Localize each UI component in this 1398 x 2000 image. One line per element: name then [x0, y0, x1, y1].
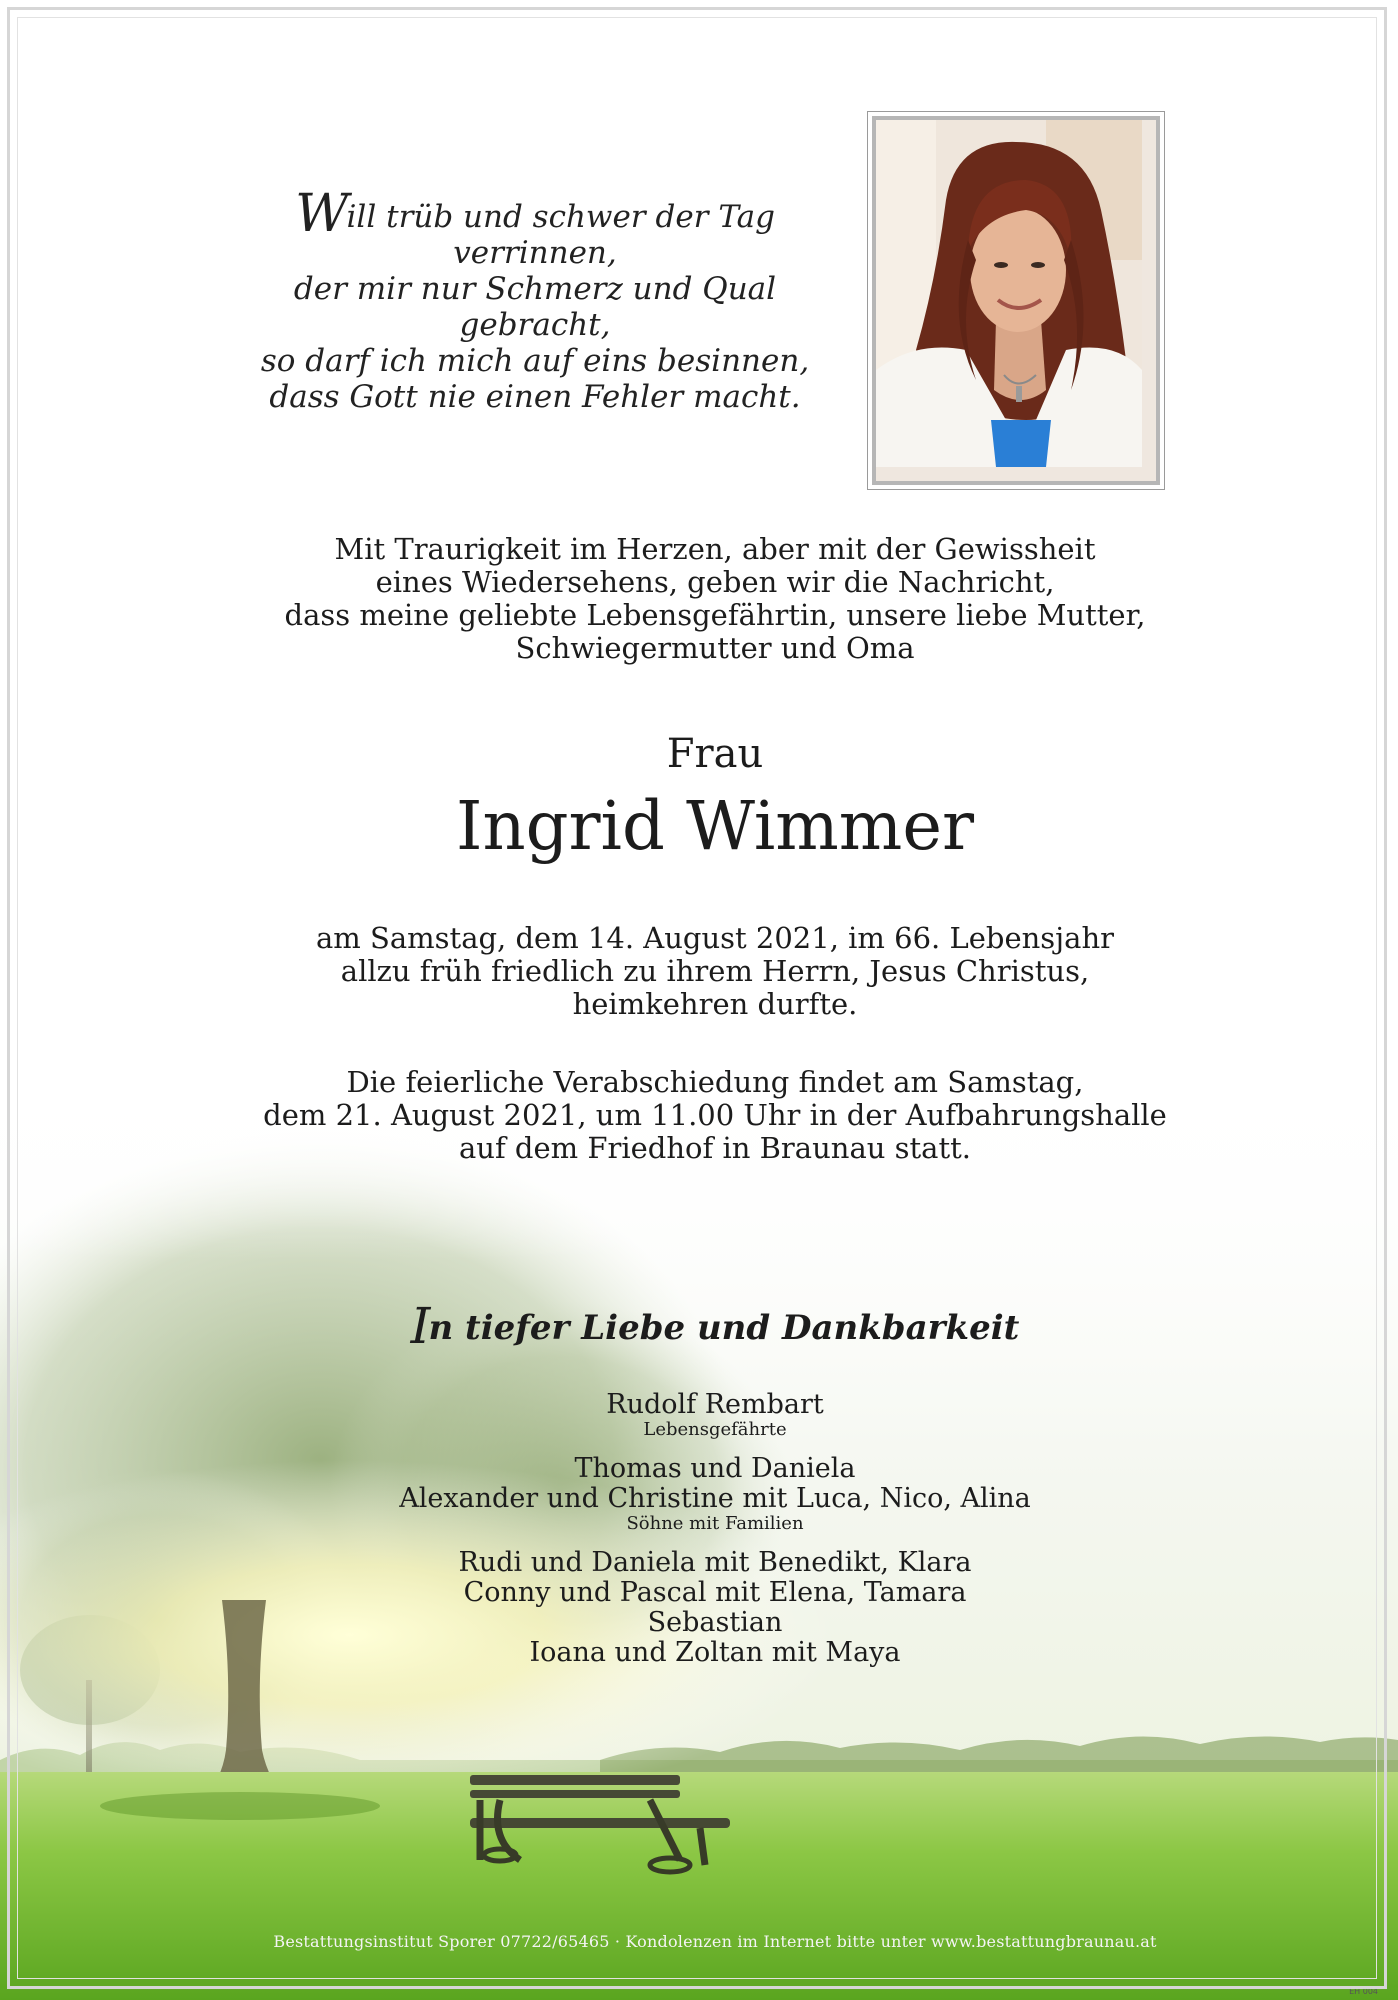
poem-line-2: der mir nur Schmerz und Qual gebracht,: [293, 271, 777, 343]
sons-line-1: Thomas und Daniela: [574, 1453, 856, 1484]
portrait-frame: [867, 111, 1165, 490]
death-notice: [200, 922, 1230, 1021]
template-code: EH 004: [1349, 1987, 1378, 1996]
footer-text: Bestattungsinstitut Sporer 07722/65465 · Kondolenzen im Internet bitte unter www.bestattungbraunau.at: [273, 1932, 1157, 1951]
portrait-photo: [876, 120, 1156, 481]
others-line-1: Rudi und Daniela mit Benedikt, Klara: [458, 1547, 972, 1578]
poem-line-1: ill trüb und schwer der Tag verrinnen,: [346, 199, 775, 271]
death-line-3: heimkehren durfte.: [572, 987, 858, 1021]
gratitude-heading: [0, 1297, 1398, 1355]
intro-line-1: Mit Traurigkeit im Herzen, aber mit der Gewissheit: [334, 532, 1096, 566]
partner-role: Lebensgefährte: [643, 1419, 787, 1440]
poem-initial: W: [295, 184, 345, 244]
gratitude-text: n tiefer Liebe und Dankbarkeit: [428, 1308, 1020, 1348]
death-line-1: am Samstag, dem 14. August 2021, im 66. Lebensjahr: [316, 921, 1114, 955]
poem: [230, 184, 840, 415]
death-line-2: allzu früh friedlich zu ihrem Herrn, Jesus Christus,: [340, 954, 1090, 988]
funeral-line-1: Die feierliche Verabschiedung findet am Samstag,: [346, 1065, 1084, 1099]
others-line-4: Ioana und Zoltan mit Maya: [529, 1637, 901, 1668]
mourner-group-sons: [0, 1454, 1398, 1534]
partner-name: Rudolf Rembart: [606, 1389, 824, 1420]
deceased-name: Ingrid Wimmer: [455, 787, 974, 865]
portrait-illustration: [876, 120, 1142, 467]
mourners-list: [0, 1390, 1398, 1682]
mourner-group-others: [0, 1548, 1398, 1668]
intro-text: [200, 533, 1230, 665]
intro-line-2: eines Wiedersehens, geben wir die Nachricht,: [375, 565, 1055, 599]
gratitude-initial: I: [410, 1297, 425, 1355]
intro-line-4: Schwiegermutter und Oma: [515, 631, 915, 665]
deceased-salutation: Frau: [666, 731, 764, 777]
poem-line-3: so darf ich mich auf eins besinnen,: [260, 343, 810, 379]
funeral-notice: [200, 1066, 1230, 1165]
poem-line-4: dass Gott nie einen Fehler macht.: [269, 379, 801, 415]
others-line-3: Sebastian: [647, 1607, 783, 1638]
funeral-line-3: auf dem Friedhof in Braunau statt.: [459, 1131, 971, 1165]
intro-line-3: dass meine geliebte Lebensgefährtin, unsere liebe Mutter,: [284, 598, 1146, 632]
funeral-line-2: dem 21. August 2021, um 11.00 Uhr in der Aufbahrungshalle: [263, 1098, 1167, 1132]
sons-line-2: Alexander und Christine mit Luca, Nico, Alina: [399, 1483, 1031, 1514]
sons-role: Söhne mit Familien: [626, 1513, 804, 1534]
others-line-2: Conny und Pascal mit Elena, Tamara: [463, 1577, 967, 1608]
mourner-group-partner: [0, 1390, 1398, 1440]
